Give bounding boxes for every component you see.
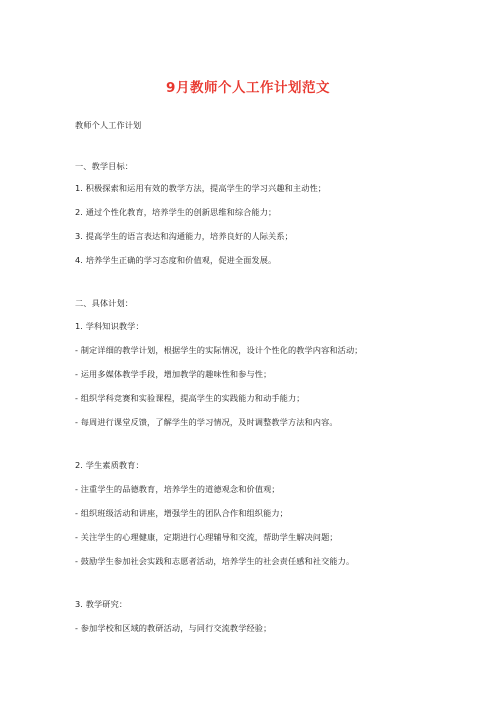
document-title: 9月教师个人工作计划范文 — [166, 80, 330, 96]
quality-item: - 鼓励学生参加社会实践和志愿者活动，培养学生的社会责任感和社交能力。 — [75, 556, 355, 566]
goal-item: 4. 培养学生正确的学习态度和价值观，促进全面发展。 — [75, 255, 277, 265]
teaching-item: - 制定详细的教学计划，根据学生的实际情况，设计个性化的教学内容和活动； — [75, 345, 363, 355]
teaching-item: - 每周进行课堂反馈，了解学生的学习情况，及时调整教学方法和内容。 — [75, 417, 338, 427]
subsection-heading-quality: 2. 学生素质教育： — [75, 460, 144, 470]
teaching-item: - 组织学科竞赛和实验课程，提高学生的实践能力和动手能力； — [75, 393, 305, 403]
quality-item: - 组织班级活动和讲座，增强学生的团队合作和组织能力； — [75, 508, 288, 518]
section-heading-plan: 二、具体计划： — [75, 298, 134, 308]
teaching-item: - 运用多媒体教学手段，增加教学的趣味性和参与性； — [75, 369, 272, 379]
goal-item: 1. 积极探索和运用有效的教学方法，提高学生的学习兴趣和主动性； — [75, 183, 327, 193]
subsection-heading-research: 3. 教学研究： — [75, 599, 128, 609]
document-subtitle: 教师个人工作计划 — [75, 120, 142, 130]
research-item: - 参加学校和区域的教研活动，与同行交流教学经验； — [75, 623, 272, 633]
subsection-heading-teaching: 1. 学科知识教学： — [75, 321, 144, 331]
goal-item: 3. 提高学生的语言表达和沟通能力，培养良好的人际关系； — [75, 231, 293, 241]
quality-item: - 注重学生的品德教育，培养学生的道德观念和价值观； — [75, 484, 280, 494]
section-heading-goals: 一、教学目标： — [75, 161, 134, 171]
quality-item: - 关注学生的心理健康，定期进行心理辅导和交流，帮助学生解决问题； — [75, 532, 338, 542]
goal-item: 2. 通过个性化教育，培养学生的创新思维和综合能力； — [75, 207, 277, 217]
